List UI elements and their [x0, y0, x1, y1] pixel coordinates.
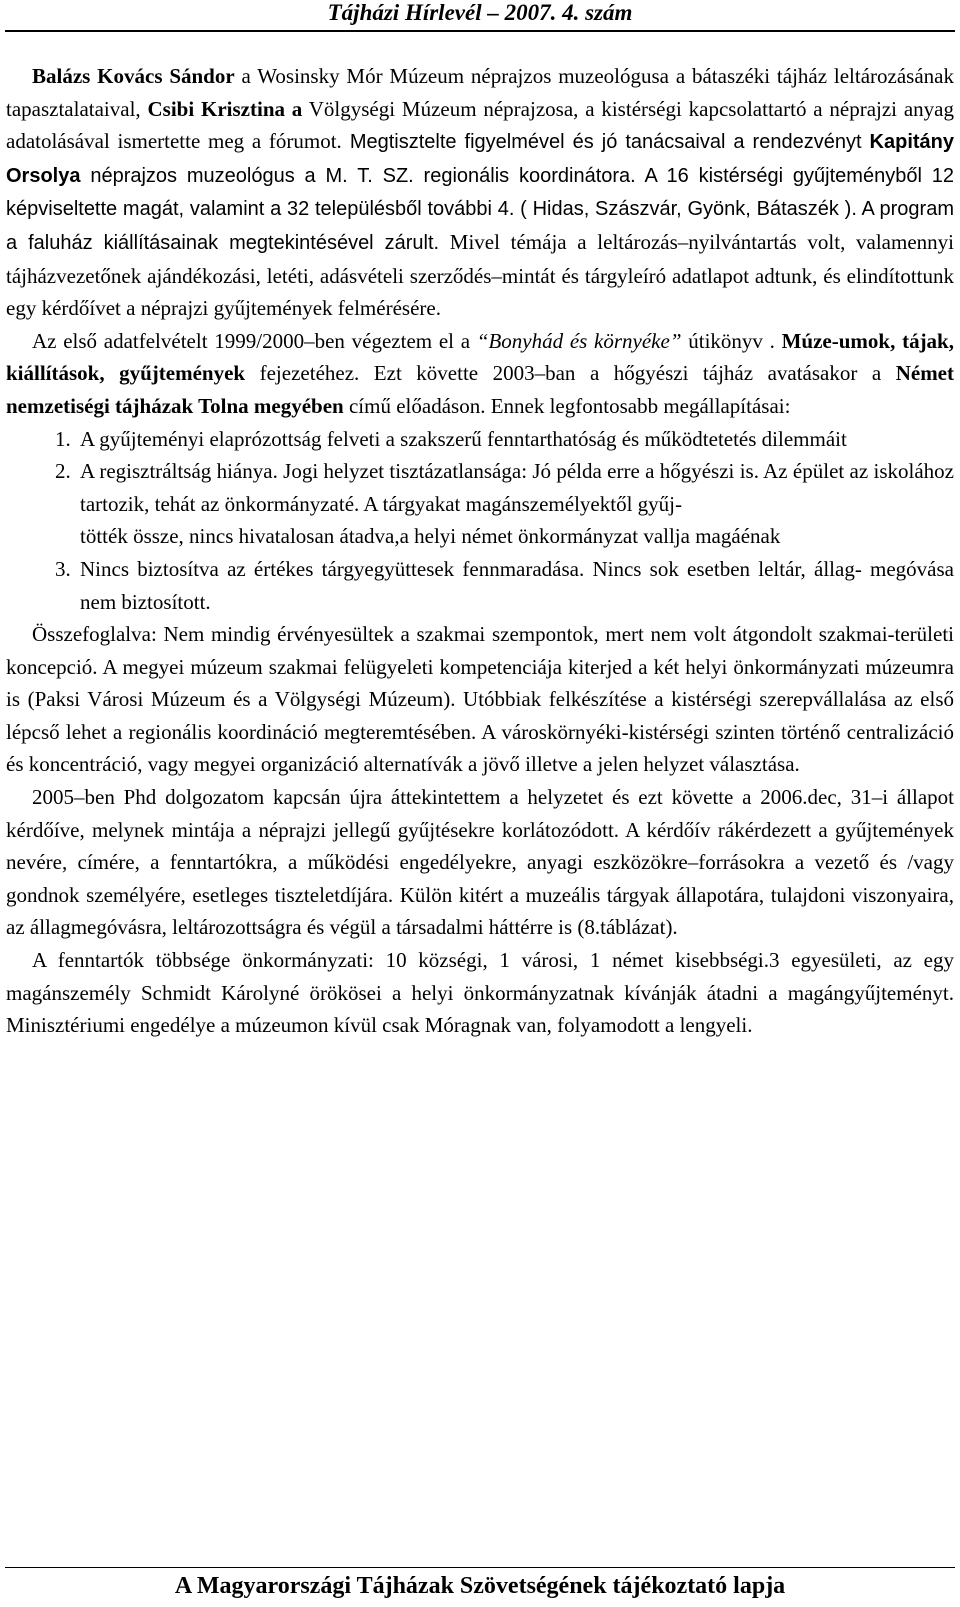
paragraph-survey [6, 325, 954, 423]
text: A regisztráltság hiánya. Jogi helyzet tisztázatlansága: Jó példa erre a hőgyészi is. Az épület az iskolához tartozik, tehát az önkormányzaté. A tárgyakat magánszemélyektől gyűj- [80, 459, 954, 516]
paragraph-phd: 2005–ben Phd dolgozatom kapcsán újra áttekintettem a helyzetet és ezt követte a 2006.dec, 31–i állapot kérdőíve, melynek mintája a néprajzi jellegű gyűjtésekre korlátozódott. A kérdőív rákérdezett a gyűjtemények nevére, címére, a fenntartókra, a működési engedélyekre, anyagi eszközökre–forrásokra a vezető és /vagy gondnok személyére, esetleges tiszteletdíjára. Külön kitért a muzeális tárgyak állapotára, tulajdoni viszonyaira, az állagmegóvásra, leltározottságra és végül a társadalmi háttérre is (8.táblázat). [6, 785, 954, 940]
book-title: “Bonyhád és környéke” [476, 328, 682, 353]
page-footer: A Magyarországi Tájházak Szövetségének tájékoztató lapja [174, 1573, 786, 1599]
text: a Wosinsky Mór Múzeum néprajzos muzeológusa a bátaszéki tájház leltározásának tapasztalataival, [6, 64, 954, 121]
person-name: Kapitány Orsolya [6, 131, 954, 187]
text: Mivel témája a leltározás–nyilvántartás volt, valamennyi tájházvezetőnek ajándékozási, letéti, adásvételi szerződés–mintát és tárgyleíró adatlapot adtunk, és elindítottunk egy kérdőívet a néprajzi gyűjtemények felmérésére. [6, 229, 954, 321]
paragraph-maintainers: A fenntartók többsége önkormányzati: 10 községi, 1 városi, 1 német kisebbségi.3 egyesületi, az egy magánszemély Schmidt Károlyné örökösei a helyi önkormányzatnak kívánják átadni a magángyűjteményt. Minisztériumi engedélye a múzeumon kívül csak Móragnak van, folyamodott a lengyeli. [6, 948, 954, 1038]
footer-divider [5, 1567, 955, 1568]
chapter-title: Múze-umok, tájak, kiállítások, gyűjtemények [6, 328, 954, 386]
header-divider [5, 30, 955, 32]
page-header: Tájházi Hírlevél – 2007. 4. szám [327, 0, 633, 25]
person-name: Balázs Kovács Sándor [32, 64, 235, 88]
text: útikönyv . [681, 328, 782, 353]
text: Megtisztelte figyelmével és jó tanácsaival a rendezvényt [341, 131, 870, 154]
list-item [76, 455, 954, 553]
paragraph-forum [6, 60, 954, 325]
text: Völgységi Múzeum néprajzosa, a kistérségi kapcsolattartó a néprajzi anyag adatolásával ismertette meg a fórumot. [6, 96, 954, 154]
list-item: 3. Nincs biztosítva az értékes tárgyegyüttesek fennmaradása. Nincs sok esetben leltár, állag- megóvása nem biztosított. [76, 553, 954, 618]
findings-list [6, 423, 954, 619]
text: néprajzos muzeológus a M. T. SZ. regionális koordinátora. [80, 164, 636, 187]
text: fejezetéhez. Ezt követte 2003–ban a hőgyészi tájház avatásakor a [245, 361, 896, 386]
list-item: 1. A gyűjteményi elaprózottság felveti a szakszerű fenntarthatóság és működtetetés dilemmáit [76, 423, 954, 456]
text: című előadáson. Ennek legfontosabb megállapításai: [343, 393, 791, 418]
article-body [6, 60, 954, 1042]
person-name: Csibi Krisztina a [147, 96, 303, 121]
paragraph-summary: Összefoglalva: Nem mindig érvényesültek a szakmai szempontok, mert nem volt átgondolt szakmai-területi koncepció. A megyei múzeum szakmai felügyeleti kompetenciája kiterjed a két helyi önkormányzati múzeumra is (Paksi Városi Múzeum és a Völgységi Múzeum). Utóbbiak felkészítése a kistérségi szerepvállalása az első lépcső lehet a regionális koordináció megteremtésében. A városkörnyéki-kistérségi szinten történő centralizáció és koncentráció, vagy megyei organizáció alternatívák a jövő illetve a jelen helyzet választása. [6, 622, 954, 777]
lecture-title: Német nemzetiségi tájházak Tolna megyében [6, 361, 954, 418]
text: Az első adatfelvételt 1999/2000–ben végeztem el a [32, 328, 477, 353]
text: A 16 kistérségi gyűjteményből 12 képviseltette magát, valamint a 32 településből további 4. ( Hidas, Szászvár, Gyönk, Bátaszék ). A program a faluház kiállításainak megtekintésével zárult. [6, 164, 954, 254]
text: tötték össze, nincs hivatalosan átadva,a helyi német önkormányzat vallja magáénak [80, 524, 781, 549]
